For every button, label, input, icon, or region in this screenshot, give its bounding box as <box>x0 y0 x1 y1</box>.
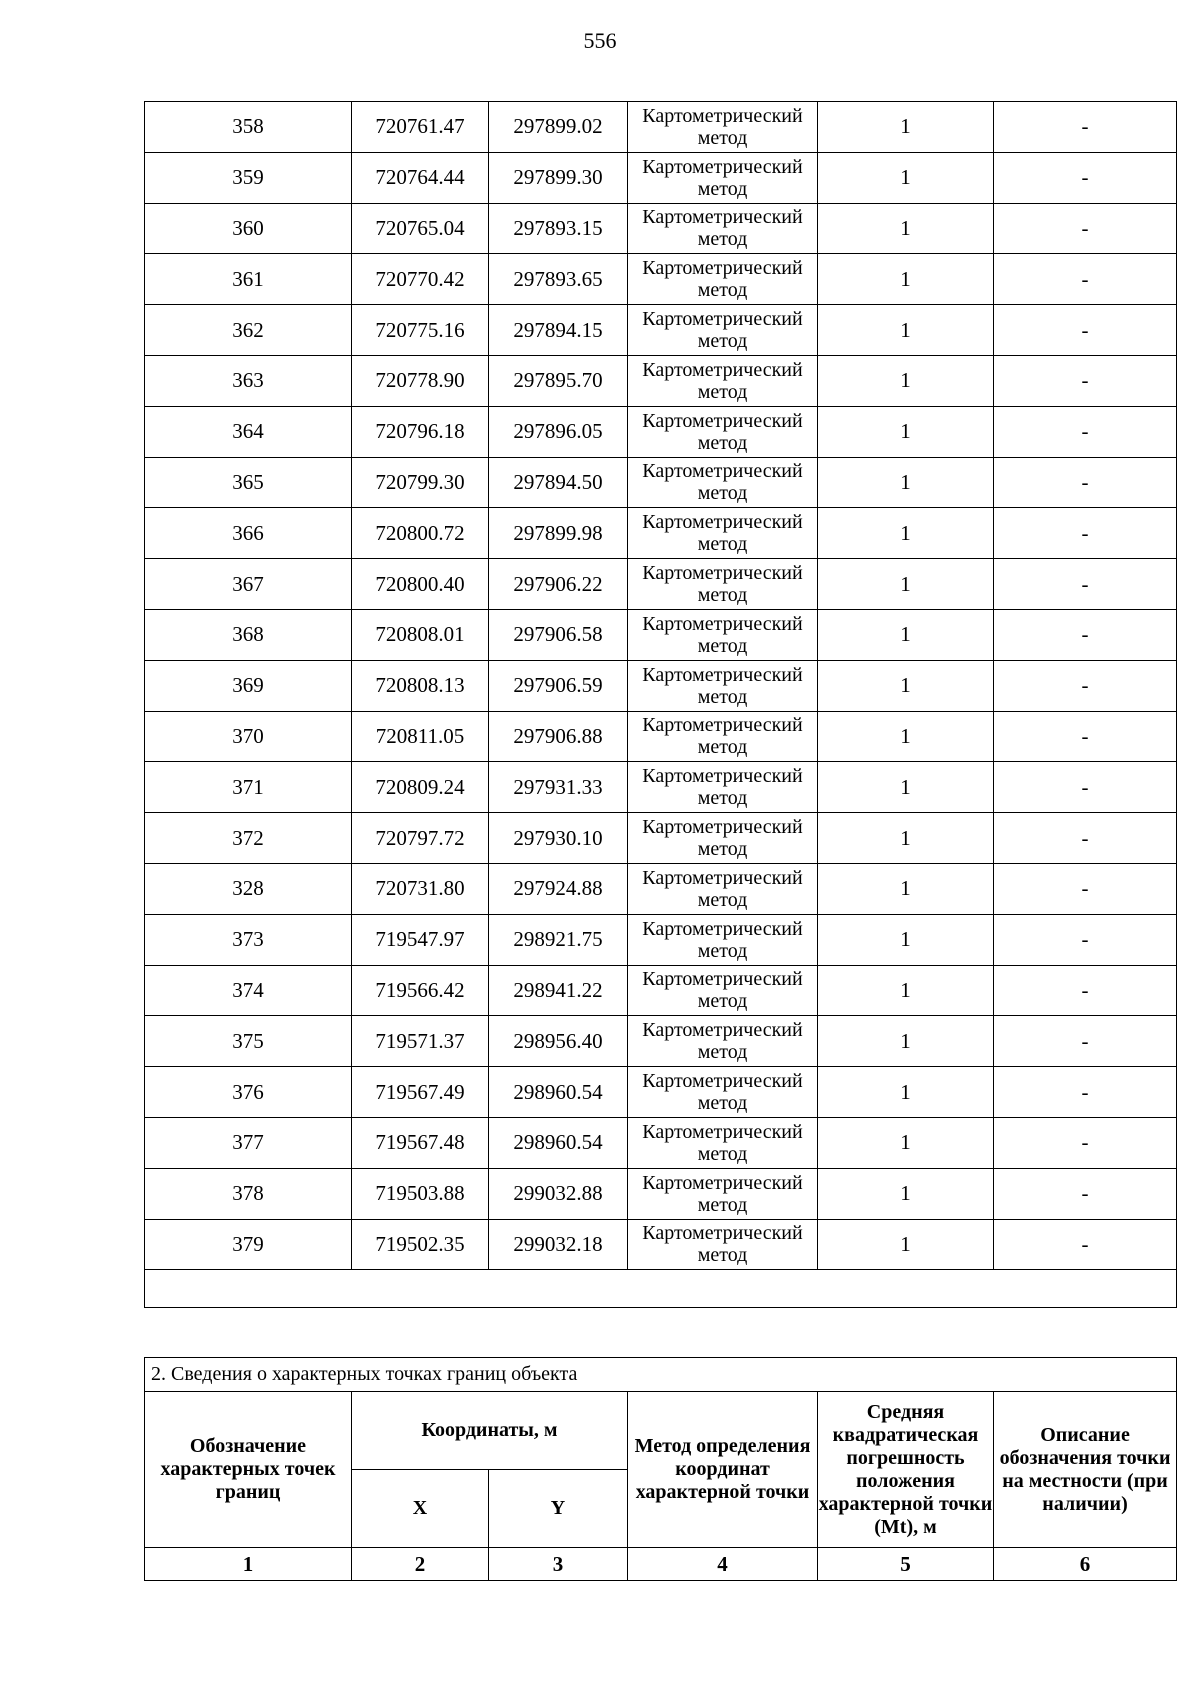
column-number: 4 <box>628 1548 818 1581</box>
method-cell: Картометрический метод <box>628 1117 818 1168</box>
description-cell: - <box>994 559 1177 610</box>
x-coordinate-cell: 720797.72 <box>352 813 489 864</box>
method-cell: Картометрический метод <box>628 254 818 305</box>
table-row <box>145 1016 1177 1067</box>
description-cell: - <box>994 762 1177 813</box>
header-point-designation: Обозначение характерных точек границ <box>145 1392 352 1548</box>
point-designation-cell: 375 <box>145 1016 352 1067</box>
point-designation-cell: 370 <box>145 711 352 762</box>
description-cell: - <box>994 102 1177 153</box>
y-coordinate-cell: 298960.54 <box>489 1067 628 1118</box>
description-cell: - <box>994 457 1177 508</box>
description-cell: - <box>994 1117 1177 1168</box>
column-number: 6 <box>994 1548 1177 1581</box>
y-coordinate-cell: 298941.22 <box>489 965 628 1016</box>
table-row <box>145 660 1177 711</box>
point-designation-cell: 378 <box>145 1168 352 1219</box>
mt-cell: 1 <box>818 1168 994 1219</box>
point-designation-cell: 361 <box>145 254 352 305</box>
x-coordinate-cell: 720764.44 <box>352 152 489 203</box>
method-cell: Картометрический метод <box>628 102 818 153</box>
point-designation-cell: 366 <box>145 508 352 559</box>
method-cell: Картометрический метод <box>628 406 818 457</box>
table-row <box>145 203 1177 254</box>
empty-cell <box>145 1270 1177 1308</box>
mt-cell: 1 <box>818 609 994 660</box>
mt-cell: 1 <box>818 406 994 457</box>
description-cell: - <box>994 508 1177 559</box>
description-cell: - <box>994 965 1177 1016</box>
point-designation-cell: 367 <box>145 559 352 610</box>
description-cell: - <box>994 254 1177 305</box>
column-number: 3 <box>489 1548 628 1581</box>
info-table-caption: 2. Сведения о характерных точках границ объекта <box>145 1358 1177 1392</box>
x-coordinate-cell: 719571.37 <box>352 1016 489 1067</box>
y-coordinate-cell: 297924.88 <box>489 863 628 914</box>
header-coordinates: Координаты, м <box>352 1392 628 1470</box>
column-number: 2 <box>352 1548 489 1581</box>
method-cell: Картометрический метод <box>628 559 818 610</box>
method-cell: Картометрический метод <box>628 152 818 203</box>
table-row <box>145 813 1177 864</box>
method-cell: Картометрический метод <box>628 813 818 864</box>
method-cell: Картометрический метод <box>628 305 818 356</box>
point-designation-cell: 363 <box>145 355 352 406</box>
mt-cell: 1 <box>818 355 994 406</box>
x-coordinate-cell: 720808.13 <box>352 660 489 711</box>
method-cell: Картометрический метод <box>628 609 818 660</box>
table-row <box>145 965 1177 1016</box>
boundary-points-info-table <box>144 1357 1177 1581</box>
point-designation-cell: 358 <box>145 102 352 153</box>
description-cell: - <box>994 1067 1177 1118</box>
x-coordinate-cell: 720796.18 <box>352 406 489 457</box>
table-row <box>145 711 1177 762</box>
coordinates-table-body <box>145 102 1177 1270</box>
mt-cell: 1 <box>818 711 994 762</box>
y-coordinate-cell: 297895.70 <box>489 355 628 406</box>
method-cell: Картометрический метод <box>628 203 818 254</box>
point-designation-cell: 371 <box>145 762 352 813</box>
point-designation-cell: 369 <box>145 660 352 711</box>
table-row <box>145 152 1177 203</box>
x-coordinate-cell: 719566.42 <box>352 965 489 1016</box>
x-coordinate-cell: 720770.42 <box>352 254 489 305</box>
table-row <box>145 1117 1177 1168</box>
point-designation-cell: 328 <box>145 863 352 914</box>
x-coordinate-cell: 720765.04 <box>352 203 489 254</box>
x-coordinate-cell: 720808.01 <box>352 609 489 660</box>
column-numbers-row <box>145 1548 1177 1581</box>
y-coordinate-cell: 297931.33 <box>489 762 628 813</box>
method-cell: Картометрический метод <box>628 457 818 508</box>
x-coordinate-cell: 719547.97 <box>352 914 489 965</box>
table-row <box>145 609 1177 660</box>
y-coordinate-cell: 297930.10 <box>489 813 628 864</box>
method-cell: Картометрический метод <box>628 711 818 762</box>
method-cell: Картометрический метод <box>628 1016 818 1067</box>
method-cell: Картометрический метод <box>628 863 818 914</box>
point-designation-cell: 374 <box>145 965 352 1016</box>
point-designation-cell: 364 <box>145 406 352 457</box>
mt-cell: 1 <box>818 762 994 813</box>
y-coordinate-cell: 297899.02 <box>489 102 628 153</box>
table-row <box>145 457 1177 508</box>
header-y: Y <box>489 1470 628 1548</box>
y-coordinate-cell: 298960.54 <box>489 1117 628 1168</box>
mt-cell: 1 <box>818 863 994 914</box>
x-coordinate-cell: 719502.35 <box>352 1219 489 1270</box>
mt-cell: 1 <box>818 1117 994 1168</box>
point-designation-cell: 359 <box>145 152 352 203</box>
mt-cell: 1 <box>818 1016 994 1067</box>
x-coordinate-cell: 719503.88 <box>352 1168 489 1219</box>
mt-cell: 1 <box>818 102 994 153</box>
table-row <box>145 1219 1177 1270</box>
table-row <box>145 254 1177 305</box>
mt-cell: 1 <box>818 305 994 356</box>
x-coordinate-cell: 720800.72 <box>352 508 489 559</box>
description-cell: - <box>994 203 1177 254</box>
mt-cell: 1 <box>818 1219 994 1270</box>
x-coordinate-cell: 720775.16 <box>352 305 489 356</box>
y-coordinate-cell: 297893.15 <box>489 203 628 254</box>
header-mt: Средняя квадратическая погрешность положения характерной точки (Mt), м <box>818 1392 994 1548</box>
y-coordinate-cell: 297894.50 <box>489 457 628 508</box>
method-cell: Картометрический метод <box>628 508 818 559</box>
table-row <box>145 406 1177 457</box>
x-coordinate-cell: 720799.30 <box>352 457 489 508</box>
method-cell: Картометрический метод <box>628 1168 818 1219</box>
y-coordinate-cell: 297906.22 <box>489 559 628 610</box>
y-coordinate-cell: 297899.98 <box>489 508 628 559</box>
empty-row <box>145 1270 1177 1308</box>
point-designation-cell: 360 <box>145 203 352 254</box>
point-designation-cell: 372 <box>145 813 352 864</box>
table-row <box>145 863 1177 914</box>
table-row <box>145 102 1177 153</box>
method-cell: Картометрический метод <box>628 1067 818 1118</box>
method-cell: Картометрический метод <box>628 762 818 813</box>
mt-cell: 1 <box>818 660 994 711</box>
mt-cell: 1 <box>818 1067 994 1118</box>
point-designation-cell: 379 <box>145 1219 352 1270</box>
description-cell: - <box>994 355 1177 406</box>
method-cell: Картометрический метод <box>628 660 818 711</box>
header-method: Метод определения координат характерной точки <box>628 1392 818 1548</box>
y-coordinate-cell: 297899.30 <box>489 152 628 203</box>
mt-cell: 1 <box>818 914 994 965</box>
point-designation-cell: 365 <box>145 457 352 508</box>
x-coordinate-cell: 719567.48 <box>352 1117 489 1168</box>
y-coordinate-cell: 297906.88 <box>489 711 628 762</box>
description-cell: - <box>994 813 1177 864</box>
description-cell: - <box>994 1016 1177 1067</box>
x-coordinate-cell: 720731.80 <box>352 863 489 914</box>
table-row <box>145 1168 1177 1219</box>
x-coordinate-cell: 719567.49 <box>352 1067 489 1118</box>
table-row <box>145 559 1177 610</box>
method-cell: Картометрический метод <box>628 914 818 965</box>
header-description: Описание обозначения точки на местности (при наличии) <box>994 1392 1177 1548</box>
description-cell: - <box>994 305 1177 356</box>
method-cell: Картометрический метод <box>628 1219 818 1270</box>
description-cell: - <box>994 1219 1177 1270</box>
y-coordinate-cell: 298921.75 <box>489 914 628 965</box>
point-designation-cell: 368 <box>145 609 352 660</box>
y-coordinate-cell: 297894.15 <box>489 305 628 356</box>
column-number: 5 <box>818 1548 994 1581</box>
page-number: 556 <box>583 28 617 53</box>
column-number: 1 <box>145 1548 352 1581</box>
description-cell: - <box>994 660 1177 711</box>
mt-cell: 1 <box>818 457 994 508</box>
y-coordinate-cell: 297896.05 <box>489 406 628 457</box>
description-cell: - <box>994 1168 1177 1219</box>
description-cell: - <box>994 711 1177 762</box>
x-coordinate-cell: 720761.47 <box>352 102 489 153</box>
description-cell: - <box>994 406 1177 457</box>
point-designation-cell: 377 <box>145 1117 352 1168</box>
y-coordinate-cell: 297893.65 <box>489 254 628 305</box>
description-cell: - <box>994 609 1177 660</box>
mt-cell: 1 <box>818 254 994 305</box>
header-x: X <box>352 1470 489 1548</box>
x-coordinate-cell: 720778.90 <box>352 355 489 406</box>
table-row <box>145 355 1177 406</box>
mt-cell: 1 <box>818 559 994 610</box>
mt-cell: 1 <box>818 965 994 1016</box>
description-cell: - <box>994 914 1177 965</box>
point-designation-cell: 362 <box>145 305 352 356</box>
table-row <box>145 762 1177 813</box>
mt-cell: 1 <box>818 152 994 203</box>
description-cell: - <box>994 863 1177 914</box>
mt-cell: 1 <box>818 813 994 864</box>
method-cell: Картометрический метод <box>628 965 818 1016</box>
method-cell: Картометрический метод <box>628 355 818 406</box>
y-coordinate-cell: 297906.58 <box>489 609 628 660</box>
table-row <box>145 305 1177 356</box>
y-coordinate-cell: 297906.59 <box>489 660 628 711</box>
point-designation-cell: 376 <box>145 1067 352 1118</box>
description-cell: - <box>994 152 1177 203</box>
point-designation-cell: 373 <box>145 914 352 965</box>
table-row <box>145 1067 1177 1118</box>
table-row <box>145 914 1177 965</box>
y-coordinate-cell: 298956.40 <box>489 1016 628 1067</box>
y-coordinate-cell: 299032.88 <box>489 1168 628 1219</box>
mt-cell: 1 <box>818 508 994 559</box>
y-coordinate-cell: 299032.18 <box>489 1219 628 1270</box>
mt-cell: 1 <box>818 203 994 254</box>
x-coordinate-cell: 720809.24 <box>352 762 489 813</box>
coordinates-table <box>144 101 1177 1308</box>
x-coordinate-cell: 720800.40 <box>352 559 489 610</box>
table-row <box>145 508 1177 559</box>
x-coordinate-cell: 720811.05 <box>352 711 489 762</box>
